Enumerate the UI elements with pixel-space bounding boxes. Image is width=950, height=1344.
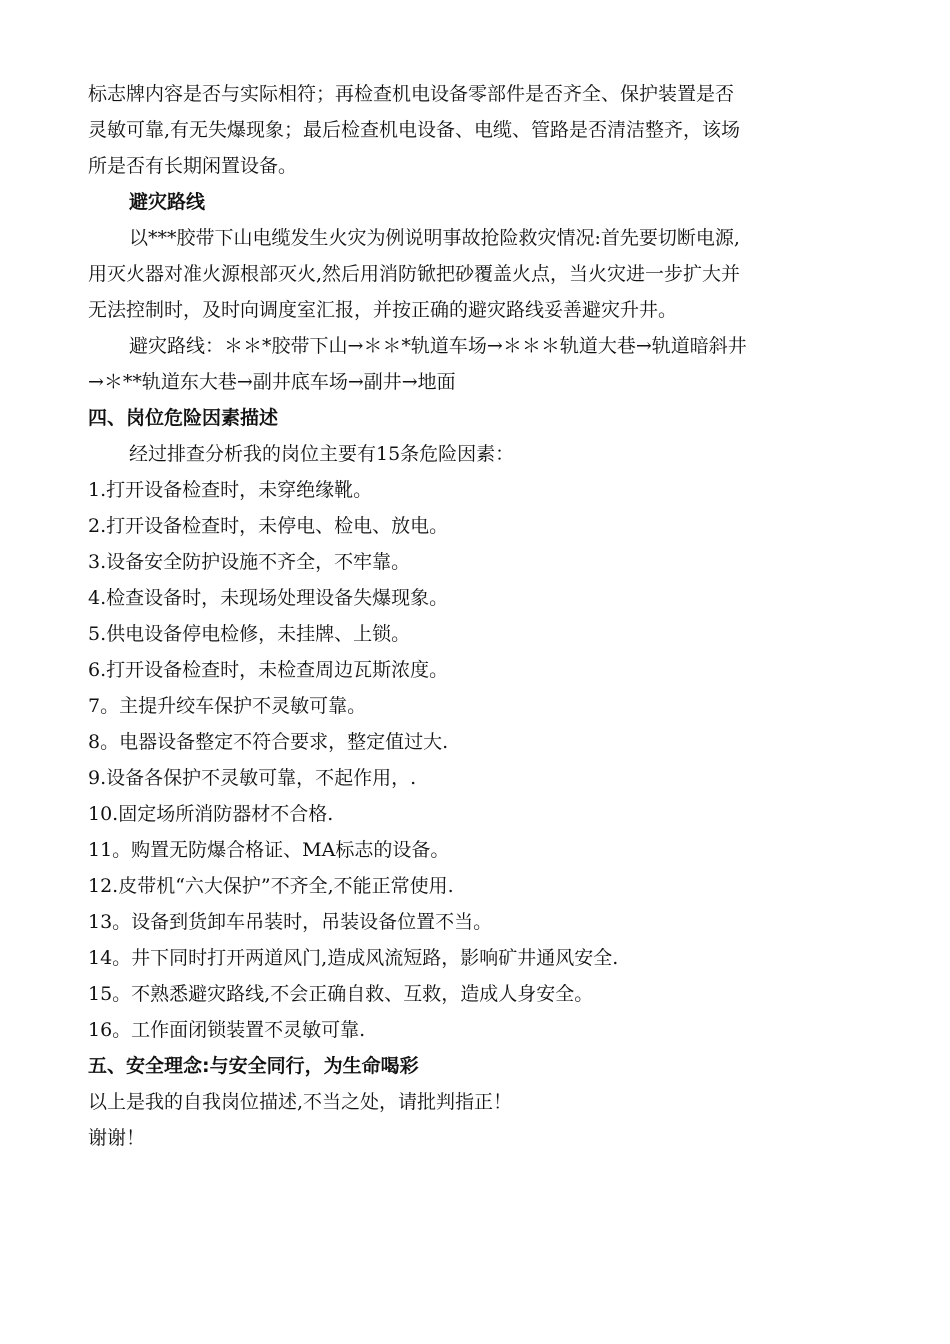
list-item: 5.供电设备停电检修，未挂牌、上锁。 bbox=[88, 623, 411, 645]
list-item: 2.打开设备检查时，未停电、检电、放电。 bbox=[88, 515, 449, 537]
evacuation-paragraph-line-1: 以***胶带下山电缆发生火灾为例说明事故抢险救灾情况:首先要切断电源, bbox=[129, 227, 740, 249]
document-page bbox=[88, 76, 878, 1156]
list-item: 7。主提升绞车保护不灵敏可靠。 bbox=[88, 695, 367, 717]
list-item: 3.设备安全防护设施不齐全，不牢靠。 bbox=[88, 551, 411, 573]
closing-line: 以上是我的自我岗位描述,不当之处，请批判指正！ bbox=[88, 1091, 513, 1113]
list-item: 9.设备各保护不灵敏可靠，不起作用，. bbox=[88, 767, 417, 789]
intro-line-1: 标志牌内容是否与实际相符；再检查机电设备零部件是否齐全、保护装置是否 bbox=[88, 83, 735, 105]
list-item: 6.打开设备检查时，未检查周边瓦斯浓度。 bbox=[88, 659, 449, 681]
section4-heading: 四、岗位危险因素描述 bbox=[88, 407, 279, 429]
list-item: 14。井下同时打开两道风门,造成风流短路，影响矿井通风安全. bbox=[88, 947, 619, 969]
list-item: 15。不熟悉避灾路线,不会正确自救、互救，造成人身安全。 bbox=[88, 983, 594, 1005]
evacuation-paragraph-line-2: 用灭火器对准火源根部灭火,然后用消防锨把砂覆盖火点，当火灾进一步扩大并 bbox=[88, 263, 741, 285]
intro-line-2: 灵敏可靠,有无失爆现象；最后检查机电设备、电缆、管路是否清洁整齐，该场 bbox=[88, 119, 741, 141]
intro-line-3: 所是否有长期闲置设备。 bbox=[88, 155, 298, 177]
list-item: 1.打开设备检查时，未穿绝缘靴。 bbox=[88, 479, 373, 501]
evacuation-route-line-2: →＊**轨道东大巷→副井底车场→副井→地面 bbox=[88, 371, 456, 393]
evacuation-route-line-1: 避灾路线：＊＊*胶带下山→＊＊*轨道车场→＊＊＊轨道大巷→轨道暗斜井 bbox=[129, 335, 747, 357]
list-item: 13。设备到货卸车吊装时，吊装设备位置不当。 bbox=[88, 911, 493, 933]
section5-heading: 五、安全理念:与安全同行，为生命喝彩 bbox=[88, 1055, 419, 1077]
evacuation-paragraph-line-3: 无法控制时，及时向调度室汇报，并按正确的避灾路线妥善避灾升井。 bbox=[88, 299, 678, 321]
hazard-list bbox=[88, 472, 878, 1048]
evacuation-heading: 避灾路线 bbox=[129, 191, 206, 213]
list-item: 4.检查设备时，未现场处理设备失爆现象。 bbox=[88, 587, 449, 609]
list-item: 8。电器设备整定不符合要求，整定值过大. bbox=[88, 731, 449, 753]
list-item: 16。工作面闭锁装置不灵敏可靠. bbox=[88, 1019, 366, 1041]
list-item: 12.皮带机“六大保护”不齐全,不能正常使用. bbox=[88, 875, 454, 897]
section4-intro: 经过排查分析我的岗位主要有15条危险因素： bbox=[129, 443, 515, 465]
list-item: 10.固定场所消防器材不合格. bbox=[88, 803, 334, 825]
thanks-line: 谢谢！ bbox=[88, 1127, 146, 1149]
list-item: 11。购置无防爆合格证、MA标志的设备。 bbox=[88, 839, 450, 861]
